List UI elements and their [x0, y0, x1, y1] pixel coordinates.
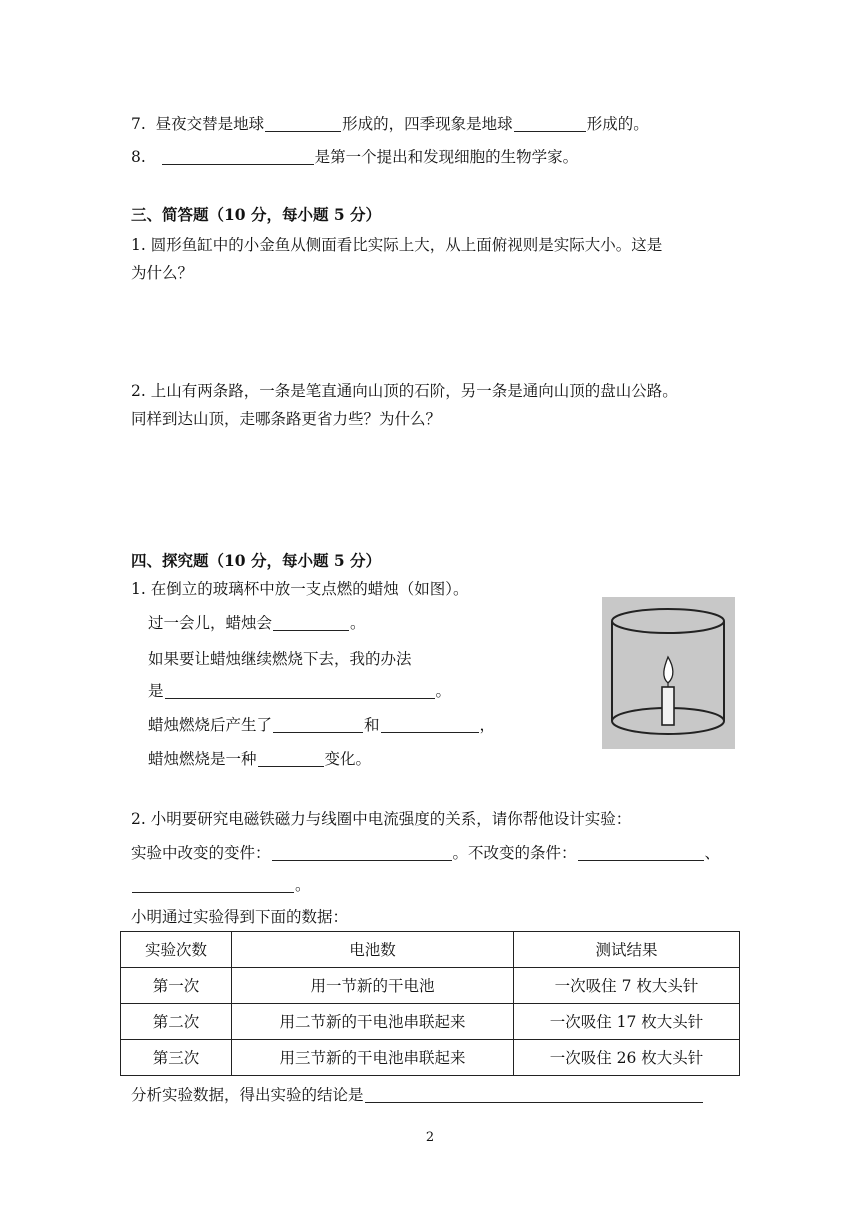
table-row	[121, 1004, 740, 1040]
table-header-cell: 电池数	[232, 932, 514, 968]
s4-q2-intro: 2. 小明要研究电磁铁磁力与线圈中电流强度的关系，请你帮他设计实验：	[131, 810, 632, 828]
section-3-heading: 三、简答题（10 分，每小题 5 分）	[131, 205, 382, 224]
q7-text-2: 形成的，四季现象是地球	[342, 115, 513, 133]
q8-text: 是第一个提出和发现细胞的生物学家。	[314, 148, 579, 166]
s4-q1-blank-5[interactable]	[258, 750, 324, 767]
s4-q1-answer-2: 如果要让蜡烛继续燃烧下去，我的办法	[148, 650, 412, 668]
s4-q2-blank-changed[interactable]	[272, 844, 452, 861]
table-cell: 第一次	[121, 968, 232, 1004]
q8-blank[interactable]	[162, 148, 314, 165]
question-8	[131, 146, 578, 168]
table-cell: 用二节新的干电池串联起来	[232, 1004, 514, 1040]
candle-glass-figure	[602, 597, 735, 749]
table-row	[121, 1040, 740, 1076]
table-cell: 一次吸住 7 枚大头针	[514, 968, 740, 1004]
s4-q1-answer-5	[148, 748, 371, 770]
s4-q1-a5-end: 变化。	[324, 750, 372, 768]
s4-q2-l1-end: 、	[704, 844, 721, 862]
s4-q1-a4-text: 蜡烛燃烧后产生了	[148, 716, 273, 734]
section-4-heading: 四、探究题（10 分，每小题 5 分）	[131, 551, 382, 570]
s4-q2-l2-end: 。	[295, 876, 311, 894]
s4-q2-line-1	[131, 842, 720, 864]
s4-q1-answer-1	[148, 612, 366, 634]
q7-blank-1[interactable]	[265, 115, 341, 132]
question-7	[131, 113, 649, 135]
table-header-cell: 测试结果	[514, 932, 740, 968]
s4-q2-data-intro: 小明通过实验得到下面的数据：	[131, 908, 349, 926]
q8-number: 8.	[131, 148, 146, 166]
table-cell: 一次吸住 17 枚大头针	[514, 1004, 740, 1040]
s4-q2-blank-constant-1[interactable]	[578, 844, 704, 861]
q7-text-3: 形成的。	[586, 115, 649, 133]
table-header-row	[121, 932, 740, 968]
table-cell: 一次吸住 26 枚大头针	[514, 1040, 740, 1076]
s4-q2-blank-constant-2[interactable]	[132, 876, 294, 893]
s4-q1-blank-1[interactable]	[273, 614, 349, 631]
s4-q2-conclusion-text: 分析实验数据，得出实验的结论是	[131, 1086, 364, 1104]
s4-q2-l1-mid: 。不改变的条件：	[452, 844, 577, 862]
s4-q1-blank-3[interactable]	[273, 716, 363, 733]
s4-q1-answer-4	[148, 714, 495, 736]
s4-q1-answer-3	[148, 680, 451, 702]
q7-blank-2[interactable]	[514, 115, 586, 132]
candle-glass-icon	[602, 597, 735, 749]
s4-q1-blank-4[interactable]	[381, 716, 479, 733]
s4-q1-intro: 1. 在倒立的玻璃杯中放一支点燃的蜡烛（如图）。	[131, 580, 469, 598]
s4-q2-l1-text: 实验中改变的变件：	[131, 844, 271, 862]
table-cell: 第二次	[121, 1004, 232, 1040]
s4-q1-a3-text: 是	[148, 682, 164, 700]
s4-q1-a5-text: 蜡烛燃烧是一种	[148, 750, 257, 768]
s4-q1-a1-end: 。	[350, 614, 366, 632]
s4-q2-blank-conclusion[interactable]	[365, 1086, 703, 1103]
experiment-data-table	[120, 931, 740, 1076]
page-number: 2	[425, 1130, 435, 1145]
s3-q1-line-1: 1. 圆形鱼缸中的小金鱼从侧面看比实际上大，从上面俯视则是实际大小。这是	[131, 236, 663, 254]
s3-q2-line-1: 2. 上山有两条路，一条是笔直通向山顶的石阶，另一条是通向山顶的盘山公路。	[131, 382, 678, 400]
s4-q2-line-2	[131, 874, 311, 896]
table-cell: 第三次	[121, 1040, 232, 1076]
s4-q1-a4-mid: 和	[364, 716, 380, 734]
s3-q2-line-2: 同样到达山顶，走哪条路更省力些？为什么？	[131, 410, 442, 428]
s4-q1-a4-end: ，	[479, 716, 496, 734]
s4-q1-blank-2[interactable]	[165, 682, 435, 699]
s3-q1-line-2: 为什么？	[131, 264, 194, 282]
s4-q2-conclusion	[131, 1084, 704, 1106]
q7-text-1: 昼夜交替是地球	[155, 115, 265, 133]
table-cell: 用一节新的干电池	[232, 968, 514, 1004]
table-cell: 用三节新的干电池串联起来	[232, 1040, 514, 1076]
q7-number: 7.	[131, 115, 146, 133]
table-row	[121, 968, 740, 1004]
s4-q1-a3-end: 。	[435, 682, 452, 700]
table-header-cell: 实验次数	[121, 932, 232, 968]
s4-q1-a1-text: 过一会儿，蜡烛会	[148, 614, 273, 632]
